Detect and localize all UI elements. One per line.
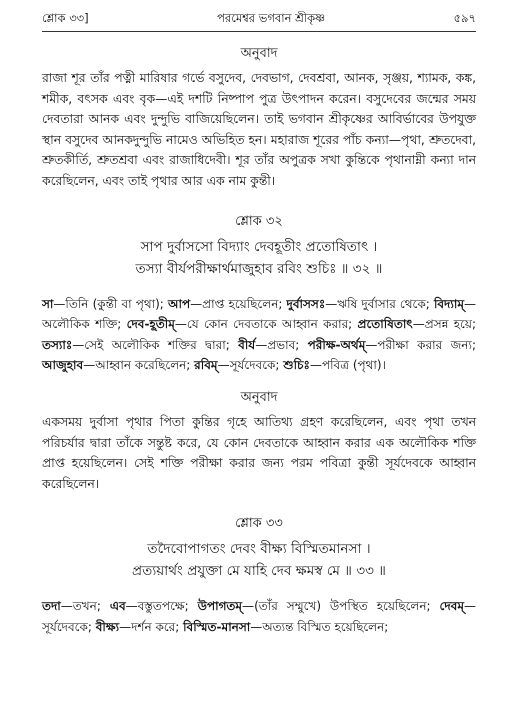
translation-heading: অনুবাদ bbox=[240, 389, 278, 405]
synonym-meaning: —সূর্যদেবকে; bbox=[217, 358, 284, 373]
synonym-term: বীর্য bbox=[238, 337, 256, 352]
synonym-meaning: —(তাঁর সম্মুখে) উপস্থিত হয়েছিলেন; bbox=[242, 599, 440, 614]
synonym-term: আজুহাব bbox=[42, 358, 84, 373]
synonym-term: সা bbox=[42, 296, 54, 311]
synonym-term: আপ bbox=[167, 296, 191, 311]
verse-number: শ্লোক ৩৩ bbox=[235, 516, 283, 532]
synonym-meaning: —প্রভাব; bbox=[255, 337, 308, 352]
synonym-meaning: —সূর্যদেবকে; bbox=[42, 599, 477, 634]
synonym-meaning: —পরীক্ষা করার জন্য; bbox=[365, 337, 476, 352]
synonyms-paragraph bbox=[42, 596, 476, 637]
translation-paragraph: রাজা শূর তাঁর পত্নী মারিষার গর্ভে বসুদেব, দেবভাগ, দেবশ্রবা, আনক, সৃঞ্জয়, শ্যামক, কঙ্ক, শমীক, বৎসক এবং বৃক—এই দশটি নিষ্পাপ পুত্র উৎপাদন করেন। বসুদেবের জন্মের সময় দেবতারা আনক এবং দুন্দুভি বাজিয়েছিলেন। তাই ভগবান শ্রীকৃষ্ণের আবির্ভাবের উপযুক্ত স্থান বসুদেব আনকদুন্দুভি নামেও অভিহিত হন। মহারাজ শূরের পাঁচ কন্যা—পৃথা, শ্রুতদেবা, শ্রুতকীর্তি, শ্রুতশ্রবা এবং রাজাধিদেবী। শূর তাঁর অপুত্রক সখা কুন্তিকে পৃথানাম্নী কন্যা দান করেছিলেন, এবং তাই পৃথার আর এক নাম কুন্তী। bbox=[42, 71, 476, 188]
synonym-term: বিদ্যাম্ bbox=[433, 296, 464, 311]
synonym-meaning: —অত্যন্ত বিস্মিত হয়েছিলেন; bbox=[250, 619, 389, 634]
verse-line: সাপ দুর্বাসসো বিদ্যাং দেবহূতীং প্রতোষিতাৎ । bbox=[140, 238, 378, 255]
synonym-meaning: —তখন; bbox=[60, 599, 110, 614]
synonym-term: তদা bbox=[42, 599, 61, 614]
verse-line: তদৈবোপাগতং দেবং বীক্ষ্য বিস্মিতমানসা । bbox=[147, 541, 371, 558]
verse-line: তস্যা বীর্যপরীক্ষার্থমাজুহাব রবিং শুচিঃ ॥ ৩২ ॥ bbox=[135, 260, 383, 277]
synonym-meaning: —ঋষি দুর্বাসার থেকে; bbox=[325, 296, 434, 311]
synonym-meaning: —দর্শন করে; bbox=[119, 619, 184, 634]
synonym-meaning: —বস্তুতপক্ষে; bbox=[125, 599, 198, 614]
verse-line: প্রত্যয়ার্থং প্রযুক্তা মে যাহি দেব ক্ষমস্ব মে ॥ ৩৩ ॥ bbox=[132, 563, 386, 580]
synonym-term: বীক্ষ্য bbox=[95, 619, 120, 634]
header-verse-ref: শ্লোক ৩৩] bbox=[42, 11, 89, 25]
synonym-term: বিস্মিত-মানসা bbox=[183, 619, 251, 634]
synonym-term: তস্যাঃ bbox=[42, 337, 73, 352]
synonym-meaning: —পবিত্র (পৃথা)। bbox=[309, 358, 386, 373]
verse-number: শ্লোক ৩২ bbox=[235, 213, 283, 229]
translation-heading: অনুবাদ bbox=[240, 46, 278, 61]
synonym-term: রবিম্ bbox=[194, 358, 218, 373]
synonym-meaning: —প্রসন্ন হয়ে; bbox=[412, 317, 476, 332]
page-number: ৫৯৭ bbox=[453, 11, 476, 25]
header-rule bbox=[42, 31, 476, 32]
synonym-meaning: —প্রাপ্ত হয়েছিলেন; bbox=[190, 296, 287, 311]
synonym-meaning: —আহ্বান করেছিলেন; bbox=[83, 358, 195, 373]
synonym-term: দেব-হূতীম্ bbox=[126, 317, 175, 332]
translation-paragraph: একসময় দুর্বাসা পৃথার পিতা কুন্তির গৃহে আতিথ্য গ্রহণ করেছিলেন, এবং পৃথা তখন পরিচর্যার দ্বারা তাঁকে সন্তুষ্ট করে, যে কোন দেবতাকে আহ্বান করার এক অলৌকিক শক্তি প্রাপ্ত হয়েছিলেন। সেই শক্তি পরীক্ষা করার জন্য পরম পবিত্রা কুন্তী সূর্যদেবকে আহ্বান করেছিলেন। bbox=[42, 414, 476, 491]
running-header bbox=[42, 8, 476, 28]
synonym-term: পরীক্ষ-অর্থম্ bbox=[307, 337, 366, 352]
synonym-term: শুচিঃ bbox=[283, 358, 310, 373]
synonym-term: এব bbox=[109, 599, 126, 614]
synonym-term: প্রতোষিতাৎ bbox=[357, 317, 413, 332]
synonym-term: দেবম্ bbox=[439, 599, 465, 614]
synonym-meaning: —যে কোন দেবতাকে আহ্বান করার; bbox=[174, 317, 358, 332]
synonyms-paragraph bbox=[42, 294, 476, 376]
synonym-meaning: —তিনি (কুন্তী বা পৃথা); bbox=[53, 296, 168, 311]
synonym-term: উপাগতম্ bbox=[197, 599, 243, 614]
synonym-meaning: —অলৌকিক শক্তি; bbox=[42, 296, 476, 332]
synonym-meaning: —সেই অলৌকিক শক্তির দ্বারা; bbox=[72, 337, 239, 352]
header-title: পরমেশ্বর ভগবান শ্রীকৃষ্ণ bbox=[217, 11, 326, 25]
synonym-term: দুর্বাসসঃ bbox=[286, 296, 326, 311]
